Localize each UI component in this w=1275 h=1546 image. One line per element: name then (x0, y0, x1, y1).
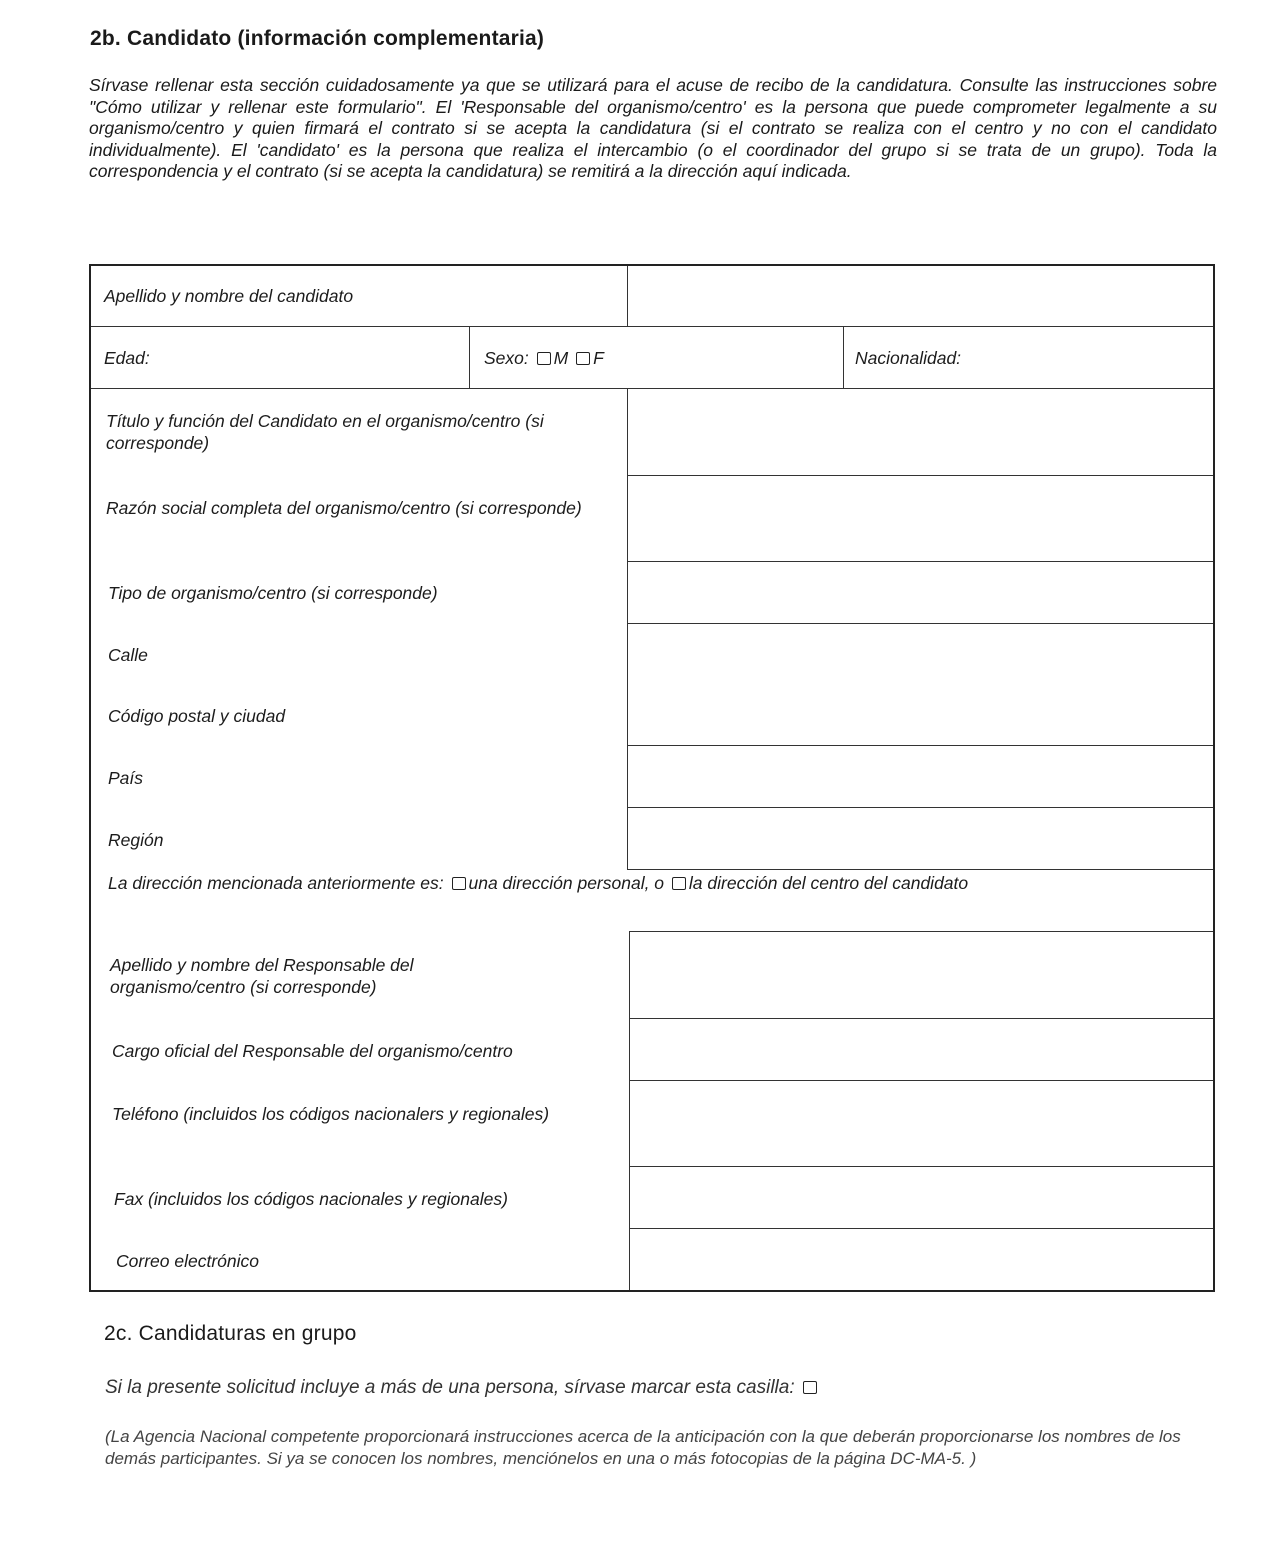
address-type-row (108, 872, 968, 894)
candidate-name-field[interactable] (629, 266, 1213, 326)
address-type-prefix: La dirección mencionada anteriormente es: (108, 873, 444, 893)
country-field[interactable] (629, 745, 1213, 807)
column-divider (627, 388, 628, 869)
fax-label: Fax (incluidos los códigos nacionales y regionales) (114, 1189, 508, 1209)
responsible-position-label: Cargo oficial del Responsable del organismo/centro (112, 1041, 513, 1061)
nationality-field[interactable] (981, 326, 1213, 388)
street-postal-field[interactable] (629, 623, 1213, 745)
responsible-position-field[interactable] (631, 1018, 1213, 1080)
org-type-label: Tipo de organismo/centro (si corresponde) (108, 583, 438, 603)
legal-name-field[interactable] (629, 475, 1213, 561)
sex-label: Sexo: (484, 348, 529, 368)
sex-male-label: M (553, 348, 569, 368)
agency-note: (La Agencia Nacional competente proporcionará instrucciones acerca de la anticipación con la que deberán proporcionarse los nombres de los demás participantes. Si ya se conocen los nombres, menciónelos en una o más fotocopias de la página DC-MA-5. ) (105, 1427, 1181, 1468)
age-label: Edad: (104, 348, 150, 368)
section-2b-intro: Sírvase rellenar esta sección cuidadosamente ya que se utilizará para el acuse de recibo de la candidatura. Consulte las instrucciones sobre "Cómo utilizar y rellenar este formulario". El 'Responsable del organismo/centro' es la persona que puede comprometer legalmente a su organismo/centro y quien firmará el contrato si se acepta la candidatura (si el contrato se realiza con el centro y no con el candidato individualmente). El 'candidato' es la persona que realiza el intercambio (o el coordinador del grupo si se trata de un grupo). Toda la correspondencia y el contrato (si se acepta la candidatura) se remitirá a la dirección aquí indicada. (89, 75, 1217, 181)
column-divider (629, 931, 630, 1290)
postal-city-label: Código postal y ciudad (108, 706, 286, 726)
street-label: Calle (108, 645, 148, 665)
title-function-field[interactable] (629, 388, 1213, 475)
org-type-field[interactable] (629, 561, 1213, 623)
address-centre-checkbox[interactable] (672, 877, 686, 890)
responsible-name-field[interactable] (631, 931, 1213, 1018)
address-centre-label: la dirección del centro del candidato (688, 873, 969, 893)
country-label: País (108, 768, 144, 788)
email-label: Correo electrónico (116, 1251, 259, 1271)
sex-female-checkbox[interactable] (576, 352, 590, 365)
group-instruction-text: Si la presente solicitud incluye a más de una persona, sírvase marcar esta casilla: (105, 1377, 795, 1398)
group-instruction (105, 1377, 820, 1399)
column-divider (627, 266, 628, 326)
candidate-form-table (89, 264, 1215, 1292)
phone-field[interactable] (631, 1080, 1213, 1166)
age-field[interactable] (171, 326, 469, 388)
phone-label: Teléfono (incluidos los códigos nacionalers y regionales) (112, 1104, 550, 1124)
section-2b-title: 2b. Candidato (información complementaria) (90, 27, 545, 50)
candidate-name-label: Apellido y nombre del candidato (104, 286, 354, 306)
sex-group (484, 347, 604, 369)
fax-field[interactable] (631, 1166, 1213, 1228)
title-function-label: Título y función del Candidato en el organismo/centro (si corresponde) (106, 411, 544, 453)
nationality-label: Nacionalidad: (855, 348, 962, 368)
responsible-name-label: Apellido y nombre del Responsable del organismo/centro (si corresponde) (110, 955, 414, 997)
sex-male-checkbox[interactable] (537, 352, 551, 365)
email-field[interactable] (631, 1228, 1213, 1290)
section-2c-title: 2c. Candidaturas en grupo (104, 1322, 357, 1345)
address-personal-checkbox[interactable] (452, 877, 466, 890)
region-field[interactable] (629, 807, 1213, 869)
region-label: Región (108, 830, 164, 850)
group-application-checkbox[interactable] (803, 1381, 817, 1394)
sex-female-label: F (593, 348, 604, 368)
legal-name-label: Razón social completa del organismo/centro (si corresponde) (106, 498, 582, 518)
row-divider (627, 869, 1213, 870)
column-divider (469, 326, 470, 388)
address-personal-label: una dirección personal, o (468, 873, 665, 893)
column-divider (843, 326, 844, 388)
